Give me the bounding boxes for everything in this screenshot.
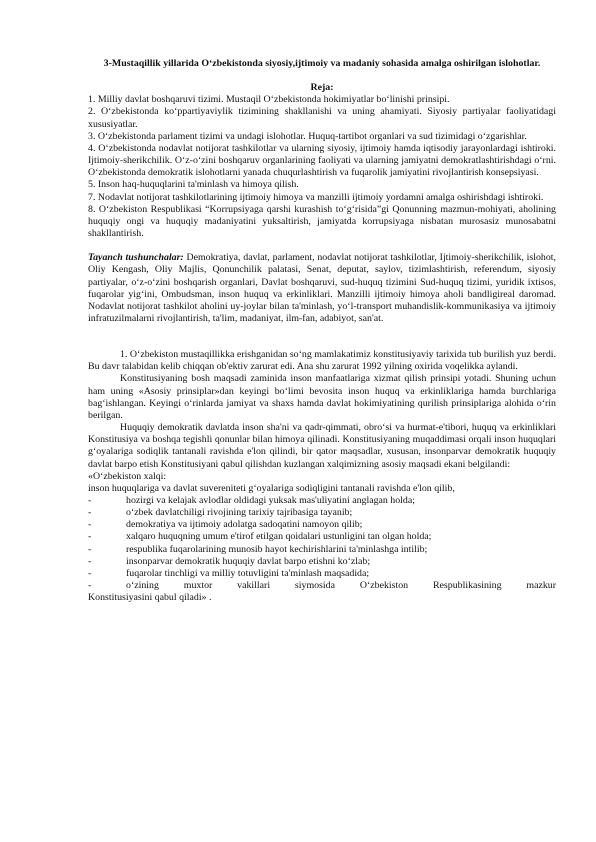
list-item-text: hozirgi va kelajak avlodlar oldidagi yuksak mas'uliyatini anglagan holda; — [126, 495, 415, 506]
dash-marker: - — [88, 531, 92, 543]
list-item — [88, 568, 556, 580]
plan-item-7: 7. Nodavlat notijorat tashkilotlarining ijtimoiy himoya va manzilli ijtimoiy yordamni amalga oshirishdagi ishtiroki. — [88, 191, 544, 203]
body-paragraph-1: 1. O‘zbekiston mustaqillikka erishganidan so‘ng mamlakatimiz konstitusiyaviy tarixida tub burilish yuz berdi. Bu davr talabidan kelib chiqqan ob'ektiv zarurat edi. Ana shu zarurat 1992 yilning oxirida voqelikka aylandi. — [88, 349, 556, 373]
list-item-text: fuqarolar tinchligi va milliy totuvligini ta'minlash maqsadida; — [126, 567, 370, 579]
dash-marker: - — [88, 567, 92, 579]
dash-marker: - — [88, 543, 92, 555]
body-paragraph-2: Konstitusiyaning bosh maqsadi zaminida inson manfaatlariga xizmat qilish prinsipi yotadi. Shuning uchun ham uning «Asosiy prinsiplar»dan keyingi bo‘limi bevosita inson huquq va erkinliklariga hamda burchlariga bag‘ishlangan. Keyingi o‘rinlarda jamiyat va shaxs hamda davlat hokimiyatining qurilish prinsiplariga alohida o‘rin berilgan. — [88, 373, 556, 421]
spacer — [88, 325, 556, 349]
body-paragraph-3: Huquqiy demokratik davlatda inson sha'ni va qadr-qimmati, obro‘si va hurmat-e'tibori, huquq va erkinliklari Konstitusiya va boshqa tegishli qonunlar bilan himoya qilinadi. Konstitusiyaning muqaddimasi orqali inson huquqlari g‘oyalariga sodiqlik tantanali ravishda e'lon qilindi, bir qator maqsadlar, xususan, insonparvar demokratik huquqiy davlat barpo etish Konstitusiyani qabul qilishdan kuzlangan xalqimizning asosiy maqsadi ekani belgilandi: — [88, 422, 556, 470]
list-item — [88, 531, 556, 543]
list-item-text: insonparvar demokratik huquqiy davlat barpo etishni ko‘zlab; — [126, 555, 371, 567]
spacer — [88, 240, 556, 252]
list-item-text: o‘zining muxtor vakillari siymosida O‘zbekiston Respublikasining mazkur — [126, 580, 556, 592]
list-item — [88, 519, 556, 531]
document-title: 3-Mustaqillik yillarida O‘zbekistonda siyosiy,ijtimoiy va madaniy sohasida amalga oshirilgan islohotlar. — [103, 58, 541, 69]
quote-line: inson huquqlariga va davlat suvereniteti g‘oyalariga sodiqligini tantanali ravishda e'lon qilib, — [88, 482, 455, 494]
quote-opening: «O‘zbekiston xalqi: — [88, 470, 167, 482]
list-item — [88, 495, 556, 507]
plan-heading: Reja: — [310, 82, 334, 94]
plan-item-5: 5. Inson haq-huquqlarini ta'minlash va himoya qilish. — [88, 179, 299, 191]
list-item — [88, 507, 556, 519]
list-item — [88, 556, 556, 568]
plan-item-3: 3. O‘zbekistonda parlament tizimi va undagi islohotlar. Huquq-tartibot organlari va sud tizimidagi o‘zgarishlar. — [88, 130, 527, 142]
list-item — [88, 580, 556, 592]
list-item — [88, 544, 556, 556]
key-concepts-paragraph — [88, 252, 556, 325]
list-item-text: xalqaro huquqning umum e'tirof etilgan qoidalari ustunligini tan olgan holda; — [126, 531, 432, 543]
list-item-text: respublika fuqarolarining munosib hayot kechirishlarini ta'minlashga intilib; — [126, 543, 428, 555]
dash-marker: - — [88, 555, 92, 567]
key-concepts-text: Demokratiya, davlat, parlament, nodavlat notijorat tashkilotlar, Ijtimoiy-sherikchilik, islohot, Oliy Kengash, Oliy Majlis, Qonunchilik palatasi, Senat, deputat, saylov, tizimlashtirish, referendum, siyosiy partiyalar, o‘z-o‘zini boshqarish organlari, Davlat boshqaruvi, sud-huquq tizimini Sud-huquq tizimi, yuridik ixtisos, fuqarolar yig‘ini, Ombudsman, inson huquq va erkinliklari. Manzilli ijtimoiy himoya aholi bandligireal daromad. Nodavlat notijorat tashkilot aholini uy-joylar bilan ta'minlash, yo‘l-transport muhandislik-kommunikasiya va ijtimoiy infratuzilmalarni rivojlantirish, ta'lim, madaniyat, ilm-fan, adabiyot, san'at. — [88, 252, 556, 324]
plan-item-2: 2. O‘zbekistonda ko‘ppartiyaviylik tizimining shakllanishi va uning ahamiyati. Siyosiy partiyalar faoliyatidagi xususiyatlar. — [88, 106, 556, 130]
document-page — [88, 58, 556, 604]
list-item-text: o‘zbek davlatchiligi rivojining tarixiy tajribasiga tayanib; — [126, 507, 353, 519]
dash-marker: - — [88, 519, 92, 531]
list-item-text: demokratiya va ijtimoiy adolatga sadoqatini namoyon qilib; — [126, 519, 363, 531]
dash-marker: - — [88, 580, 92, 592]
dash-marker: - — [88, 495, 92, 506]
key-concepts-label: Tayanch tushunchalar: — [88, 252, 184, 264]
plan-item-8: 8. O‘zbekiston Respublikasi “Korrupsiyaga qarshi kurashish to‘g‘risida”gi Qonunning mazmun-mohiyati, aholining huquqiy ongi va huquqiy madaniyatini yuksaltirish, jamiyatda korrupsiyaga nisbatan murosasiz munosabatni shakllantirish. — [88, 203, 556, 240]
closing-line: Konstitusiyasini qabul qiladi» . — [88, 592, 212, 604]
dash-marker: - — [88, 507, 92, 519]
plan-item-4: 4. O‘zbekistonda nodavlat notijorat tashkilotlar va ularning siyosiy, ijtimoiy hamda iqtisodiy jarayonlardagi ishtiroki. Ijtimoiy-sherikchilik. O‘z-o‘zini boshqaruv organlarining faoliyati va ularning jamiyatni demokratlashtirishdagi o‘rni. O‘zbekistonda demokratik islohotlarni yanada chuqurlashtirish va fuqarolik jamiyatini rivojlantirish konsepsiyasi. — [88, 142, 556, 179]
plan-item-1: 1. Milliy davlat boshqaruvi tizimi. Mustaqil O‘zbekistonda hokimiyatlar bo‘linishi prinsipi. — [88, 94, 450, 106]
